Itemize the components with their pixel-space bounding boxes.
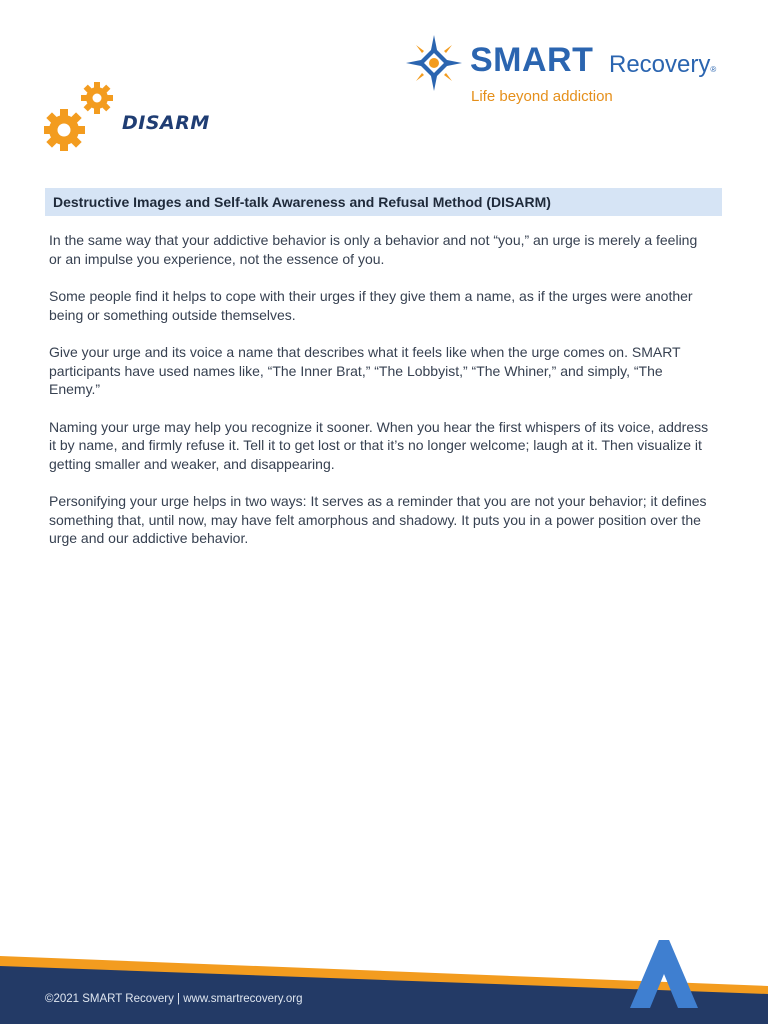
section-heading: Destructive Images and Self-talk Awareness and Refusal Method (DISARM) — [45, 188, 722, 216]
paragraph: Naming your urge may help you recognize it sooner. When you hear the first whispers of its voice, address it by name, and firmly refuse it. Tell it to get lost or that it’s no longer welcome; laugh at it. Then visualize it getting smaller and weaker, and disappearing. — [49, 418, 709, 472]
gears-icon — [44, 80, 118, 154]
paragraph: Give your urge and its voice a name that describes what it feels like when the urge comes on. SMART participants have used names like, “The Inner Brat,” “The Lobbyist,” “The Whiner,” and simply, “The Enemy.” — [49, 344, 681, 397]
logo-tagline: Life beyond addiction — [471, 88, 613, 105]
footer-text: ©2021 SMART Recovery | www.smartrecovery.org — [45, 993, 303, 1005]
paragraph: In the same way that your addictive behavior is only a behavior and not “you,” an urge is merely a feeling or an impulse you experience, not the essence of you. — [49, 232, 698, 267]
logo-recovery-text: Recovery® — [609, 51, 717, 78]
smart-recovery-logo — [404, 33, 734, 113]
logo-brand-text: SMART — [470, 41, 594, 79]
compass-star-icon — [404, 33, 464, 93]
footer-band — [0, 940, 768, 1024]
body-content — [49, 231, 709, 567]
document-title: DISARM — [122, 112, 210, 134]
paragraph: Some people find it helps to cope with their urges if they give them a name, as if the urges were another being or something outside themselves. — [49, 288, 693, 323]
registered-mark: ® — [710, 65, 717, 74]
paragraph: Personifying your urge helps in two ways: It serves as a reminder that you are not your behavior; it defines something that, until now, may have felt amorphous and shadowy. It puts you in a power position over the urge and our addictive behavior. — [49, 493, 707, 546]
